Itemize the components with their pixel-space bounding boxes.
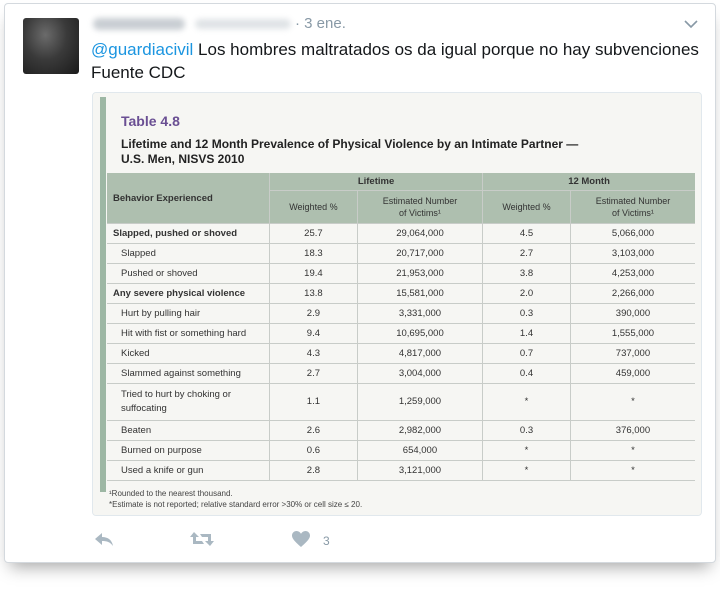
author-handle-redacted[interactable] <box>195 19 291 29</box>
cell-12month-weighted: 4.5 <box>483 224 571 244</box>
row-label: Beaten <box>107 421 270 441</box>
cell-12month-weighted: * <box>483 461 571 481</box>
author-name-redacted[interactable] <box>93 18 185 30</box>
cell-lifetime-number: 4,817,000 <box>357 344 482 364</box>
table-row <box>107 244 695 264</box>
cell-lifetime-weighted: 1.1 <box>270 384 358 421</box>
reply-icon[interactable] <box>93 530 115 553</box>
tweet-body-line2: Fuente CDC <box>91 63 186 82</box>
cell-12month-number: 1,555,000 <box>570 324 695 344</box>
header-lifetime-weighted: Weighted % <box>270 191 358 224</box>
cell-12month-number: 459,000 <box>570 364 695 384</box>
row-label: Slammed against something <box>107 364 270 384</box>
cell-12month-number: 737,000 <box>570 344 695 364</box>
cell-lifetime-weighted: 2.9 <box>270 304 358 324</box>
tweet-body: Los hombres maltratados os da igual porque no hay subvenciones <box>193 40 699 59</box>
cell-12month-weighted: 2.0 <box>483 284 571 304</box>
cell-lifetime-number: 10,695,000 <box>357 324 482 344</box>
table-row <box>107 344 695 364</box>
footnote-estimate: *Estimate is not reported; relative standard error >30% or cell size ≤ 20. <box>109 500 363 509</box>
cell-12month-number: * <box>570 384 695 421</box>
cell-12month-number: 390,000 <box>570 304 695 324</box>
tweet-timestamp[interactable]: · 3 ene. <box>295 15 346 32</box>
heart-icon[interactable] <box>291 530 311 553</box>
cell-12month-number: 2,266,000 <box>570 284 695 304</box>
cell-lifetime-number: 1,259,000 <box>357 384 482 421</box>
cell-12month-weighted: * <box>483 384 571 421</box>
cell-lifetime-number: 2,982,000 <box>357 421 482 441</box>
row-label-line1: Tried to hurt by choking or <box>121 389 232 400</box>
cell-lifetime-weighted: 9.4 <box>270 324 358 344</box>
header-lifetime-estimated <box>357 191 482 224</box>
header-lifetime: Lifetime <box>270 173 483 191</box>
cell-lifetime-number: 3,331,000 <box>357 304 482 324</box>
cell-lifetime-weighted: 2.6 <box>270 421 358 441</box>
table-row <box>107 264 695 284</box>
row-label: Slapped, pushed or shoved <box>107 224 270 244</box>
cell-12month-number: * <box>570 441 695 461</box>
cell-lifetime-number: 654,000 <box>357 441 482 461</box>
table-row <box>107 224 695 244</box>
cell-lifetime-number: 29,064,000 <box>357 224 482 244</box>
tweet-image[interactable] <box>92 92 702 516</box>
cell-lifetime-weighted: 2.7 <box>270 364 358 384</box>
cell-12month-weighted: 3.8 <box>483 264 571 284</box>
table-row <box>107 284 695 304</box>
header-est-line1: Estimated Number <box>382 196 458 206</box>
cell-lifetime-number: 3,121,000 <box>357 461 482 481</box>
like-count: 3 <box>323 534 330 548</box>
cell-12month-weighted: 0.4 <box>483 364 571 384</box>
cell-12month-weighted: 1.4 <box>483 324 571 344</box>
table-row <box>107 461 695 481</box>
cell-12month-weighted: 0.7 <box>483 344 571 364</box>
row-label: Pushed or shoved <box>107 264 270 284</box>
header-est-line2: of Victims¹ <box>399 208 441 218</box>
cell-12month-number: 3,103,000 <box>570 244 695 264</box>
tweet-header <box>93 15 346 32</box>
row-label: Kicked <box>107 344 270 364</box>
cell-lifetime-weighted: 19.4 <box>270 264 358 284</box>
cell-12month-number: * <box>570 461 695 481</box>
cell-12month-number: 4,253,000 <box>570 264 695 284</box>
cell-lifetime-weighted: 13.8 <box>270 284 358 304</box>
chevron-down-icon[interactable] <box>683 16 699 32</box>
table-row <box>107 421 695 441</box>
header-12month: 12 Month <box>483 173 695 191</box>
table-accent-bar <box>100 97 106 492</box>
table-row <box>107 364 695 384</box>
cell-12month-weighted: 0.3 <box>483 304 571 324</box>
table-row <box>107 324 695 344</box>
cell-lifetime-number: 21,953,000 <box>357 264 482 284</box>
table-row <box>107 441 695 461</box>
row-label: Any severe physical violence <box>107 284 270 304</box>
cell-12month-weighted: 0.3 <box>483 421 571 441</box>
footnote-rounded: ¹Rounded to the nearest thousand. <box>109 489 233 498</box>
cell-lifetime-number: 20,717,000 <box>357 244 482 264</box>
cell-lifetime-weighted: 18.3 <box>270 244 358 264</box>
header-12month-weighted: Weighted % <box>483 191 571 224</box>
prevalence-table <box>107 173 695 481</box>
cell-lifetime-weighted: 25.7 <box>270 224 358 244</box>
retweet-icon[interactable] <box>189 530 215 553</box>
row-label: Hit with fist or something hard <box>107 324 270 344</box>
row-label <box>107 384 270 421</box>
cell-12month-weighted: * <box>483 441 571 461</box>
table-row <box>107 384 695 421</box>
table-title-line2: U.S. Men, NISVS 2010 <box>121 152 245 166</box>
table-title <box>121 137 661 167</box>
table-row <box>107 304 695 324</box>
cell-lifetime-number: 3,004,000 <box>357 364 482 384</box>
cell-12month-number: 5,066,000 <box>570 224 695 244</box>
header-est-line1: Estimated Number <box>595 196 671 206</box>
cell-12month-number: 376,000 <box>570 421 695 441</box>
cell-lifetime-weighted: 0.6 <box>270 441 358 461</box>
tweet-card <box>4 3 716 563</box>
row-label: Used a knife or gun <box>107 461 270 481</box>
cell-lifetime-weighted: 2.8 <box>270 461 358 481</box>
table-number: Table 4.8 <box>121 113 180 129</box>
avatar[interactable] <box>23 18 79 74</box>
header-behavior: Behavior Experienced <box>107 173 270 224</box>
mention-link[interactable]: @guardiacivil <box>91 40 194 59</box>
cell-lifetime-weighted: 4.3 <box>270 344 358 364</box>
row-label-line2: suffocating <box>121 403 167 414</box>
table-scan <box>93 93 701 515</box>
row-label: Slapped <box>107 244 270 264</box>
tweet-text <box>91 38 701 84</box>
cell-12month-weighted: 2.7 <box>483 244 571 264</box>
cell-lifetime-number: 15,581,000 <box>357 284 482 304</box>
header-12month-estimated <box>570 191 695 224</box>
row-label: Hurt by pulling hair <box>107 304 270 324</box>
table-title-line1: Lifetime and 12 Month Prevalence of Physical Violence by an Intimate Partner — <box>121 137 579 151</box>
row-label: Burned on purpose <box>107 441 270 461</box>
header-est-line2: of Victims¹ <box>612 208 654 218</box>
